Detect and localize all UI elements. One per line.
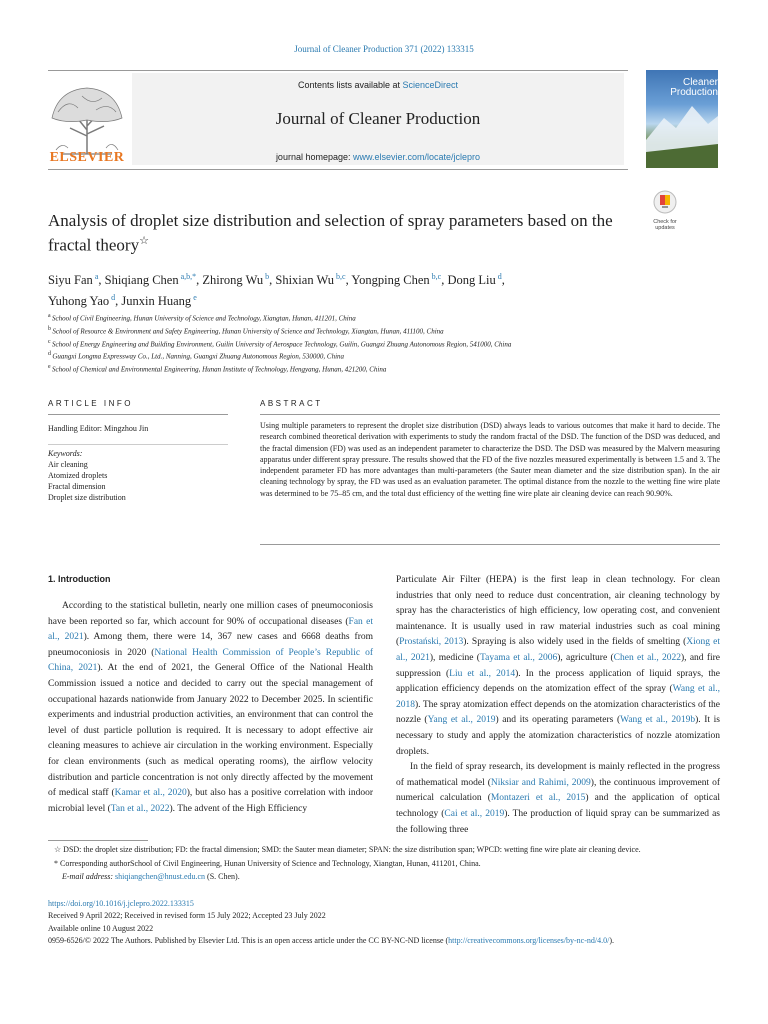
- journal-homepage-link[interactable]: www.elsevier.com/locate/jclepro: [353, 152, 481, 162]
- affiliation-mark: b: [48, 325, 53, 332]
- keyword-item: Atomized droplets: [48, 471, 108, 480]
- footnote-star-mark: ☆: [54, 845, 62, 854]
- citation-link[interactable]: Niksiar and Rahimi, 2009: [490, 777, 591, 788]
- body-text: According to the statistical bulletin, nearly one million cases of pneumoconiosis have been reported so far, which account for 90% of occupational diseases (: [48, 601, 373, 627]
- author-affiliation-mark[interactable]: d: [495, 272, 502, 281]
- citation-link[interactable]: Wang et al., 2018: [396, 684, 720, 710]
- author-separator: ,: [441, 273, 448, 288]
- affiliation-item: [48, 349, 718, 362]
- affiliation-text: Guangxi Longma Expressway Co., Ltd., Nanning, Guangxi Zhuang Autonomous Region, 530000, China: [52, 352, 345, 361]
- license-link[interactable]: http://creativecommons.org/licenses/by-nc-nd/4.0/: [448, 935, 610, 945]
- article-title-text: Analysis of droplet size distribution and selection of spray parameters based on the fractal theory: [48, 211, 613, 255]
- journal-homepage-line: [132, 152, 624, 162]
- footnote-corresponding: [48, 857, 720, 871]
- keyword-item: Droplet size distribution: [48, 493, 126, 502]
- section-heading-introduction: 1. Introduction: [48, 574, 111, 584]
- article-info-divider: [48, 414, 228, 415]
- body-text: ). In the process application of liquid sprays, the application efficiency depends on the atomization effect of the spray (: [396, 668, 721, 695]
- journal-cover-title: Cleaner Production: [670, 77, 718, 98]
- affiliation-item: [48, 362, 718, 375]
- citation-link[interactable]: Prostański, 2013: [399, 637, 464, 648]
- affiliation-text: School of Energy Engineering and Building Environment, Guilin University of Aerospace Technology, Guilin, Guangxi Zhuang Autonomous Region, 541000, China: [52, 339, 512, 348]
- footnotes: [48, 843, 720, 884]
- affiliation-mark: a: [48, 313, 53, 319]
- body-text: ). The production of liquid spray can be summarized as the following three: [396, 808, 720, 835]
- affiliation-item: [48, 324, 718, 337]
- license-suffix: ).: [609, 935, 614, 945]
- body-text: ). It is necessary to study and apply the atomization characteristics of nozzle atomization droplets.: [396, 715, 720, 757]
- keywords-label: Keywords:: [48, 449, 83, 458]
- author-separator: ,: [98, 273, 105, 288]
- email-link[interactable]: shiqiangchen@hnust.edu.cn: [115, 872, 206, 881]
- author-affiliation-mark[interactable]: e: [191, 293, 197, 303]
- citation-link[interactable]: Tan et al., 2022: [110, 803, 170, 814]
- author-list: [48, 268, 688, 310]
- citation-link[interactable]: Cai et al., 2019: [444, 808, 505, 819]
- elsevier-wordmark: ELSEVIER: [49, 150, 125, 165]
- affiliation-text: School of Civil Engineering, Hunan University of Science and Technology, Xiangtan, Hunan, 411201, China: [52, 314, 356, 323]
- footnote-abbreviations-text: DSD: the droplet size distribution; FD: the fractal dimension; SMD: the Sauter mean diameter; SPAN: the size distribution span; WPCD: wetting fine wire plate air cleaning device.: [63, 845, 641, 854]
- body-text: Particulate Air Filter (HEPA) is the first leap in clean technology. For clean industries that only need to reduce dust concentration, air cleaning technology by spray has the characteristics of high efficiency, low operating cost, and convenient maintenance. It is usually used in raw material industries such as coal mining (: [396, 575, 720, 648]
- affiliation-item: [48, 311, 718, 324]
- keywords-block: [48, 448, 126, 503]
- body-text: ), agriculture (: [557, 652, 614, 663]
- body-text: ). The advent of the High Efficiency: [169, 803, 308, 814]
- footnote-divider: [48, 840, 148, 841]
- contents-prefix: Contents lists available at: [297, 80, 403, 90]
- author-name[interactable]: Siyu Fan: [48, 273, 93, 288]
- keyword-item: Fractal dimension: [48, 482, 106, 491]
- author-name[interactable]: Yuhong Yao: [48, 294, 110, 309]
- citation-link[interactable]: National Health Commission of People’s Republic of China, 2021: [48, 647, 373, 674]
- author-separator: ,: [269, 273, 276, 288]
- author-separator: ,: [501, 273, 505, 288]
- author-name[interactable]: Shiqiang Chen: [104, 273, 179, 288]
- available-online: Available online 10 August 2022: [48, 923, 154, 933]
- email-suffix: (S. Chen).: [205, 872, 240, 881]
- paragraph: [396, 760, 720, 838]
- check-for-updates-icon: [653, 190, 677, 214]
- affiliation-item: [48, 337, 718, 350]
- article-title: [48, 210, 638, 256]
- check-for-updates-badge[interactable]: [648, 190, 682, 230]
- journal-citation[interactable]: Journal of Cleaner Production 371 (2022) 133315: [294, 44, 474, 54]
- body-text: ), and fire suppression (: [396, 652, 720, 679]
- author-name[interactable]: Shixian Wu: [275, 273, 335, 288]
- author-name[interactable]: Junxin Huang: [121, 294, 192, 309]
- body-column-left: [48, 599, 373, 817]
- received-dates: Received 9 April 2022; Received in revised form 15 July 2022; Accepted 23 July 2022: [48, 911, 326, 921]
- body-text: ) and the application of optical technology (: [396, 793, 720, 819]
- author-affiliation-mark[interactable]: b,c: [429, 272, 442, 281]
- citation-link[interactable]: Kamar et al., 2020: [114, 788, 187, 799]
- abstract-bottom-divider: [260, 544, 720, 545]
- body-text: In the field of spray research, its development is mainly reflected in the progress of mathematical model (: [396, 762, 720, 788]
- citation-link[interactable]: Chen et al., 2022: [613, 652, 681, 663]
- body-text: ). Spraying is also widely used in the fields of smelting (: [463, 637, 687, 648]
- body-text: ). The spray atomization effect depends on the atomization characteristics of the nozzle (: [396, 699, 720, 726]
- body-column-right: [396, 573, 720, 838]
- citation-link[interactable]: Fan et al., 2021: [48, 616, 373, 643]
- paragraph: [48, 599, 373, 817]
- contents-line: [132, 80, 624, 90]
- author-separator: ,: [345, 273, 352, 288]
- author-name[interactable]: Yongping Chen: [351, 273, 430, 288]
- footnote-corr-mark: *: [54, 858, 58, 868]
- affiliation-mark: d: [48, 351, 53, 358]
- author-affiliation-mark[interactable]: b,c: [334, 272, 346, 281]
- license-prefix: 0959-6526/© 2022 The Authors. Published by Elsevier Ltd. This is an open access article under the CC BY-NC-ND license (: [48, 935, 449, 945]
- footnote-corr-text: Corresponding authorSchool of Civil Engineering, Hunan University of Science and Technology, Xiangtan, Hunan, 411201, China.: [60, 858, 481, 868]
- keyword-item: Air cleaning: [48, 460, 88, 469]
- author-separator: ,: [196, 273, 203, 288]
- sciencedirect-link[interactable]: ScienceDirect: [402, 80, 459, 90]
- affiliation-text: School of Resource & Environment and Safety Engineering, Hunan University of Science and Technology, Xiangtan, Hunan, 411100, China: [52, 327, 444, 336]
- citation-link[interactable]: Xiong et al., 2021: [396, 637, 720, 663]
- footnote-abbreviations: [48, 843, 720, 857]
- doi-link[interactable]: https://doi.org/10.1016/j.jclepro.2022.133315: [48, 899, 194, 908]
- citation-link[interactable]: Liu et al., 2014: [449, 668, 516, 679]
- abstract-text: Using multiple parameters to represent the droplet size distribution (DSD) always leads to various outcomes that make it hard to decide. The research combined theoretical derivation with experiments to study the random fractal of the DSD. The function of the DSD was deduced, and the fractal dimension (FD) was used as an independent parameter to characterize the DSD. The DSD was measured by the Malvern measuring apparatus under different spray pressure. The results showed that the FD of the five nozzles measured experimentally is between 1.5 and 3. The independent parameter FD has more advantages than multi-parameters (the Sauter mean diameter and the size distribution span). In the air cleaning technology by spray, the FD was used as an evaluation parameter. The optimal distance from the nozzle to the wetting fine wire plate was determined to be 75–85 cm, and the total dust efficiency of the wetting fine wire plate air cleaning device can reach 90.90%.: [260, 421, 720, 498]
- body-text: ), but also has a positive correlation with indoor microbial level (: [48, 788, 374, 814]
- body-text: ). At the end of 2021, the General Office of the National Health Commission issued a notice and decided to carry out the special management of occupational hazards nationwide from January 2022 to December 2025. In scientific experiments and industrial production activities, an environment that can control the level of dust particle pollution is required. It is necessary to adopt effective air cleaning measures to achieve air circulation in the working environment. Especially for clean environments (such as medical operating rooms), the airflow velocity distribution and particle concentration is not only directly affected by the movement of medical staff (: [48, 663, 373, 799]
- license-statement: [48, 935, 720, 947]
- citation-link[interactable]: Tayama et al., 2006: [479, 652, 558, 663]
- author-affiliation-mark[interactable]: d: [109, 293, 116, 303]
- footnote-email: [62, 870, 720, 884]
- affiliation-text: School of Chemical and Environmental Engineering, Hunan Institute of Technology, Hengyang, Hunan, 421200, China: [52, 365, 387, 374]
- author-separator: ,: [115, 294, 122, 309]
- author-affiliation-mark[interactable]: a: [92, 272, 99, 281]
- title-footnote-mark[interactable]: ☆: [139, 235, 149, 247]
- check-for-updates-label: Check for updates: [653, 219, 677, 231]
- abstract-heading: ABSTRACT: [260, 399, 323, 408]
- email-label: E-mail address:: [62, 872, 116, 881]
- affiliation-mark: e: [48, 364, 53, 371]
- author-name[interactable]: Zhirong Wu: [202, 273, 264, 288]
- citation-link[interactable]: Montazeri et al., 2015: [490, 793, 586, 804]
- citation-link[interactable]: Yang et al., 2019: [427, 715, 496, 726]
- body-text: ), medicine (: [429, 652, 480, 663]
- body-text: ). Among them, there were 14, 367 new cases and 6668 deaths from pneumoconiosis in 2020 (: [48, 632, 373, 658]
- journal-title: Journal of Cleaner Production: [275, 109, 481, 128]
- affiliation-list: [48, 311, 718, 375]
- body-text: ), the continuous improvement of numerical calculation (: [396, 777, 721, 804]
- author-affiliation-mark[interactable]: a,b,*: [178, 272, 197, 281]
- author-affiliation-mark[interactable]: b: [263, 272, 270, 281]
- handling-editor: Handling Editor: Mingzhou Jin: [48, 424, 149, 433]
- article-metadata: [48, 898, 720, 947]
- author-name[interactable]: Dong Liu: [447, 273, 496, 288]
- editor-divider: [48, 444, 228, 445]
- affiliation-mark: c: [48, 338, 53, 345]
- body-text: ) and its operating parameters (: [495, 715, 621, 726]
- abstract-divider: [260, 414, 720, 415]
- homepage-prefix: journal homepage:: [275, 152, 353, 162]
- paragraph: [396, 573, 720, 760]
- citation-link[interactable]: Wang et al., 2019b: [620, 715, 696, 726]
- article-info-heading: ARTICLE INFO: [48, 399, 133, 408]
